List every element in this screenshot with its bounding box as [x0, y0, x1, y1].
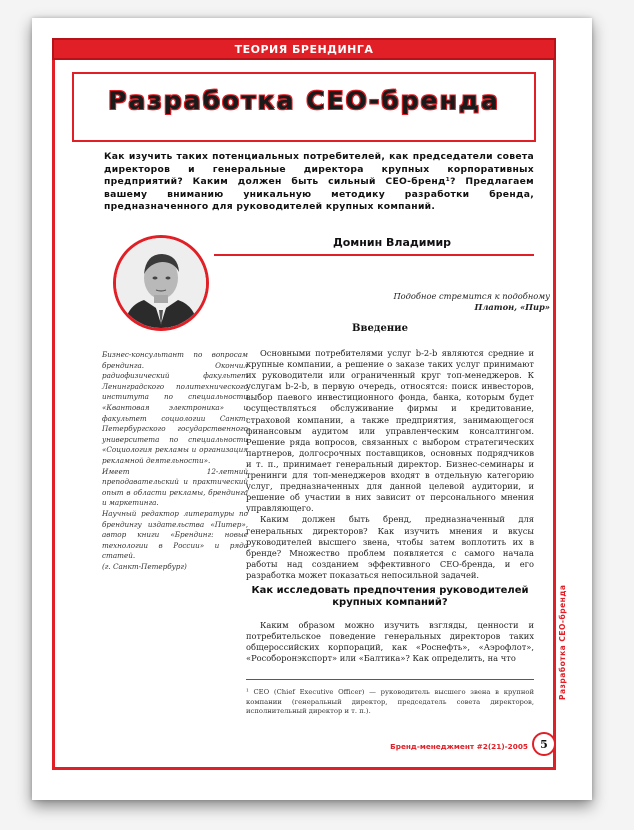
author-bio: [102, 350, 248, 572]
section-heading: Как исследовать предпочтения руководителей крупных компаний?: [251, 585, 529, 608]
article-lead: Как изучить таких потенциальных потребителей, как председатели совета директоров и генеральные директора крупных корпоративных предприятий? Каким должен быть сильный СЕО-бренд¹? Предлагаем вашему вниманию уникальную методику разработки бренда, предназначенного для руководителей крупных компаний.: [104, 151, 534, 213]
page-number-text: 5: [540, 737, 548, 751]
bio-city: (г. Санкт-Петербург): [102, 561, 187, 571]
intro-heading: Введение: [352, 323, 408, 334]
epigraph-quote: Подобное стремится к подобному: [393, 291, 550, 301]
section-label: ТЕОРИЯ БРЕНДИНГА: [234, 42, 374, 56]
bio-paragraph: Имеет 12-летний преподавательский и практический опыт в области рекламы, брендинга и маркетинга.: [102, 466, 248, 508]
page-number: [532, 732, 556, 756]
body-paragraph: Каким образом можно изучить взгляды, ценности и потребительское поведение генеральных директоров таких общероссийских корпораций, как «Роснефть», «Аэрофлот», «Рособоронэкспорт» или «Балтика»? Как определить, на что: [246, 620, 534, 664]
vertical-title-text: Разработка СЕО-бренда: [558, 584, 567, 700]
epigraph-source: Платон, «Пир»: [474, 302, 550, 312]
author-name: Домнин Владимир: [332, 236, 452, 249]
footnote: ¹ CEO (Chief Executive Officer) — руководитель высшего звена в крупной компании (генеральный директор, председатель совета директоров, исполнительный директор и т. п.).: [246, 688, 534, 716]
section-body: [246, 620, 534, 664]
bio-paragraph: Научный редактор литературы по брендингу издательства «Питер», автор книги «Брендинг: новые технологии в России» и ряда статей.: [102, 508, 248, 561]
intro-body: [246, 348, 534, 581]
bio-paragraph: Бизнес-консультант по вопросам брендинга. Окончил радиофизический факультет Ленинградского политехнического института по специальности «Квантовая электроника» и факультет социологии Санкт-Петербургского государственного университета по специальности «Социология рекламы и организация рекламной деятельности».: [102, 350, 248, 465]
author-divider: [214, 254, 534, 256]
section-header: [52, 38, 556, 60]
epigraph: [330, 291, 550, 313]
body-paragraph: Каким должен быть бренд, предназначенный для генеральных директоров? Как изучить мнения и вкусы руководителей высшего звена, чтобы затем воплотить их в бренде? Множество проблем появляется с самого начала работы над созданием эффективного СЕО-бренда, и его разработка может показаться непосильной задачей.: [246, 514, 534, 580]
author-photo: [113, 235, 209, 331]
footnote-divider: [246, 679, 534, 680]
journal-footer: Бренд-менеджмент #2(21)-2005: [390, 742, 528, 751]
portrait-icon: [116, 238, 206, 328]
article-title: Разработка СЕО-бренда: [108, 86, 500, 115]
body-paragraph: Основными потребителями услуг b-2-b являются средние и крупные компании, а решение о заказе таких услуг принимают их руководители или ограниченный круг топ-менеджеров. К услугам b-2-b, в первую очередь, относятся: поиск инвесторов, выбор паевого инвестиционного фонда, банка, которым будет осуществляться обслуживание фирмы и кредитование, страховой компании, а также предприятия, занимающегося финансовым аудитом или управленческим консалтингом. Решение ряда вопросов, связанных с выбором стратегических партнеров, долгосрочных поставщиков, основных подрядчиков и т. п., принимает генеральный директор. Бизнес-семинары и тренинги для топ-менеджеров входят в отдельную категорию услуг, предназначенных для данной целевой аудитории, и решение об участии в них зависит от персонального мнения управляющего.: [246, 348, 534, 514]
